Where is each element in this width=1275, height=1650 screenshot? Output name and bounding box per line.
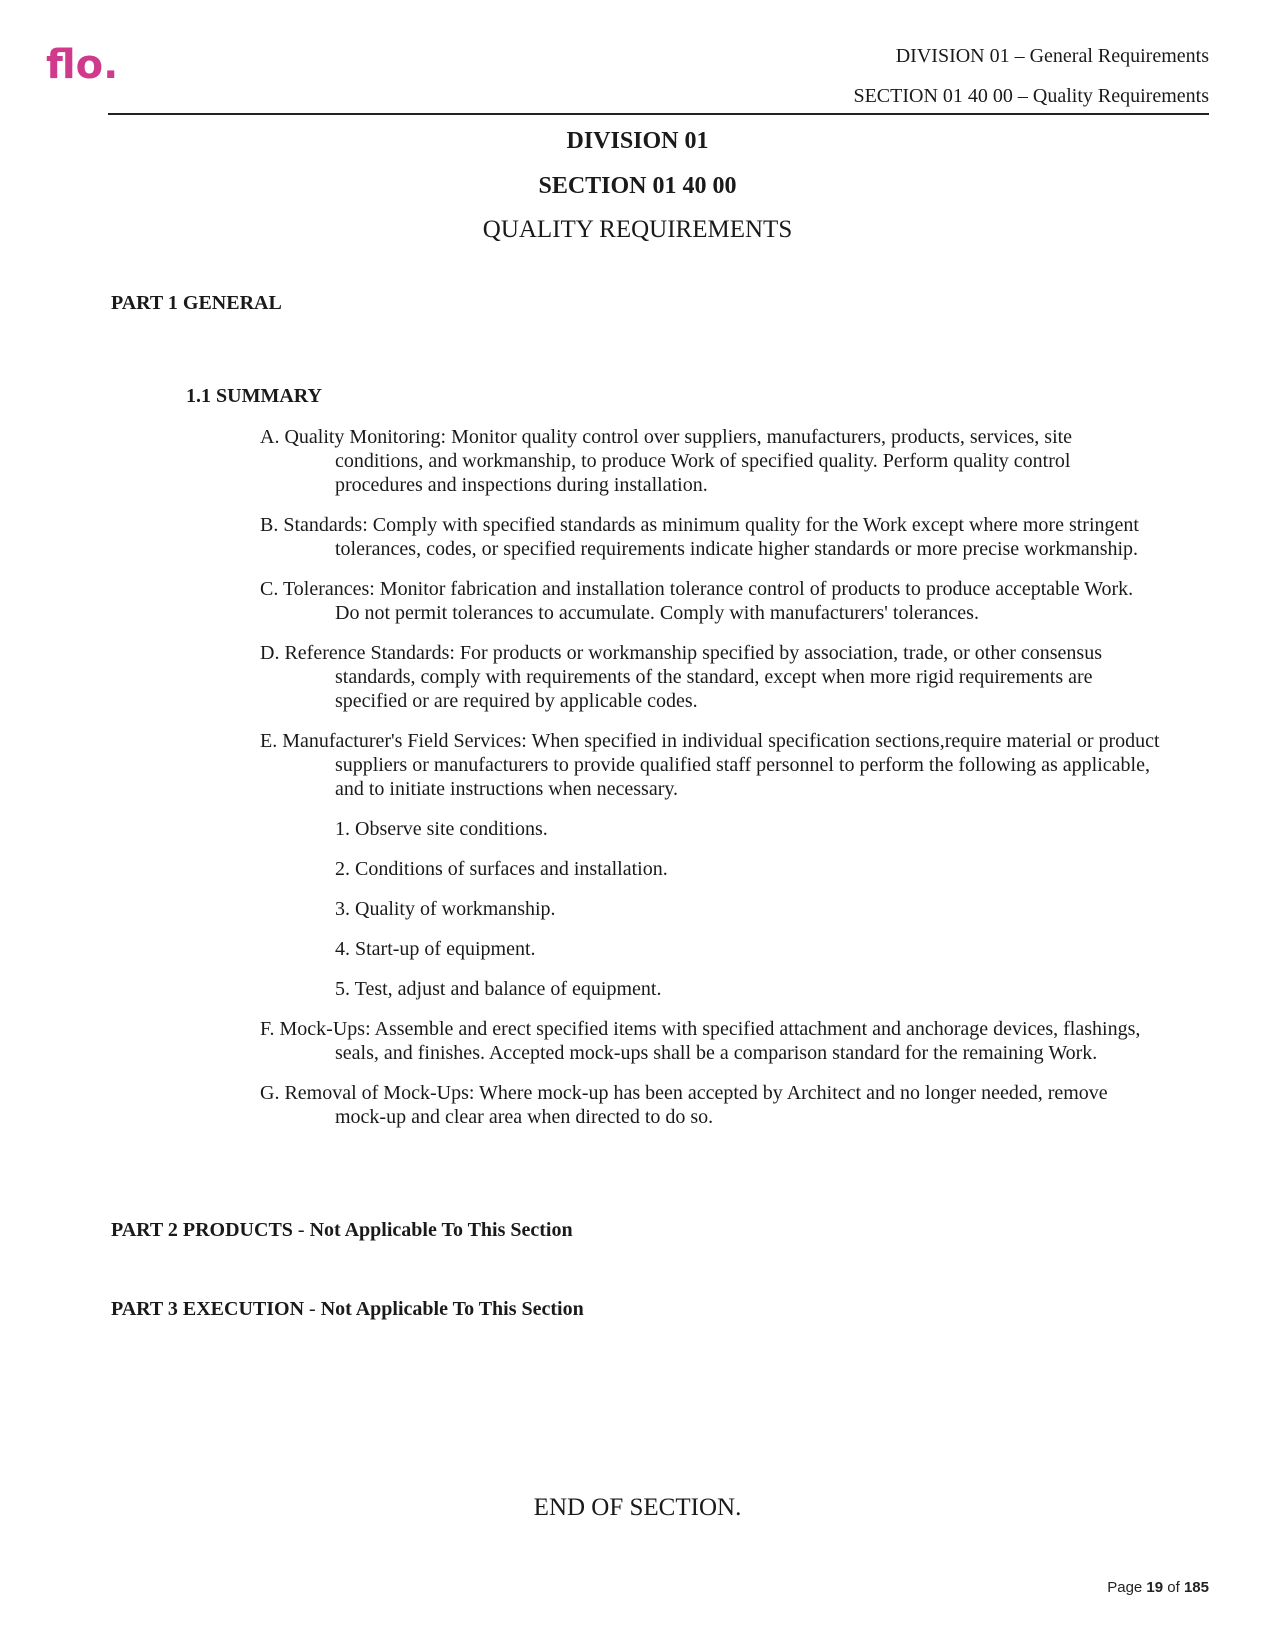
item-d: D. Reference Standards: For products or workmanship specified by association, trade, or other consensus standards, comply with requirements of the standard, except when more rigid requirements are specified or are required by applicable codes.: [260, 642, 1103, 712]
part2-label: PART 2 PRODUCTS: [111, 1219, 293, 1241]
item-b: B. Standards: Comply with specified standards as minimum quality for the Work except where more stringent tolerances, codes, or specified requirements indicate higher standards or more precise workmanship.: [260, 514, 1139, 560]
header-section: SECTION 01 40 00 – Quality Requirements: [853, 85, 1209, 107]
item-e-5: 5. Test, adjust and balance of equipment.: [335, 978, 662, 1000]
title-division: DIVISION 01: [566, 128, 709, 154]
item-c: C. Tolerances: Monitor fabrication and installation tolerance control of products to produce acceptable Work. Do not permit tolerances to accumulate. Comply with manufacturers' tolerances.: [260, 578, 1134, 624]
header-division: DIVISION 01 – General Requirements: [895, 45, 1209, 67]
page-middle: of: [1163, 1579, 1184, 1596]
part3-heading: [111, 1298, 584, 1321]
summary-items: [260, 425, 1160, 1145]
item-g: G. Removal of Mock-Ups: Where mock-up has been accepted by Architect and no longer needed, remove mock-up and clear area when directed to do so.: [260, 1082, 1108, 1128]
title-name: QUALITY REQUIREMENTS: [482, 216, 793, 243]
summary-heading: 1.1 SUMMARY: [186, 385, 322, 407]
part3-label: PART 3 EXECUTION: [111, 1298, 305, 1320]
flo-logo: [46, 44, 142, 86]
part2-heading: [111, 1219, 573, 1242]
page-total: 185: [1183, 1579, 1209, 1596]
part1-heading: PART 1 GENERAL: [111, 292, 282, 314]
item-e-2: 2. Conditions of surfaces and installation.: [335, 858, 668, 880]
item-a: A. Quality Monitoring: Monitor quality control over suppliers, manufacturers, products, services, site conditions, and workmanship, to produce Work of specified quality. Perform quality control procedures and inspections during installation.: [260, 426, 1073, 496]
item-e-1: 1. Observe site conditions.: [335, 818, 548, 840]
item-e-3: 3. Quality of workmanship.: [335, 898, 556, 920]
logo-text: flo.: [46, 44, 119, 86]
part3-separator: -: [304, 1298, 321, 1320]
page-number: [1107, 1579, 1209, 1596]
item-f: F. Mock-Ups: Assemble and erect specified items with specified attachment and anchorage devices, flashings, seals, and finishes. Accepted mock-ups shall be a comparison standard for the remaining Work.: [260, 1018, 1141, 1064]
page-current: 19: [1146, 1579, 1164, 1596]
header-rule: [108, 113, 1209, 115]
part3-note: Not Applicable To This Section: [320, 1298, 584, 1320]
part2-separator: -: [292, 1219, 310, 1241]
item-e-4: 4. Start-up of equipment.: [335, 938, 536, 960]
part2-note: Not Applicable To This Section: [309, 1219, 573, 1241]
item-e: E. Manufacturer's Field Services: When specified in individual specification sections,require material or product suppliers or manufacturers to provide qualified staff personnel to perform the following as applicable, and to initiate instructions when necessary.: [260, 730, 1160, 800]
end-of-section: END OF SECTION.: [533, 1494, 742, 1521]
title-section: SECTION 01 40 00: [538, 173, 737, 199]
page-prefix: Page: [1107, 1579, 1147, 1596]
